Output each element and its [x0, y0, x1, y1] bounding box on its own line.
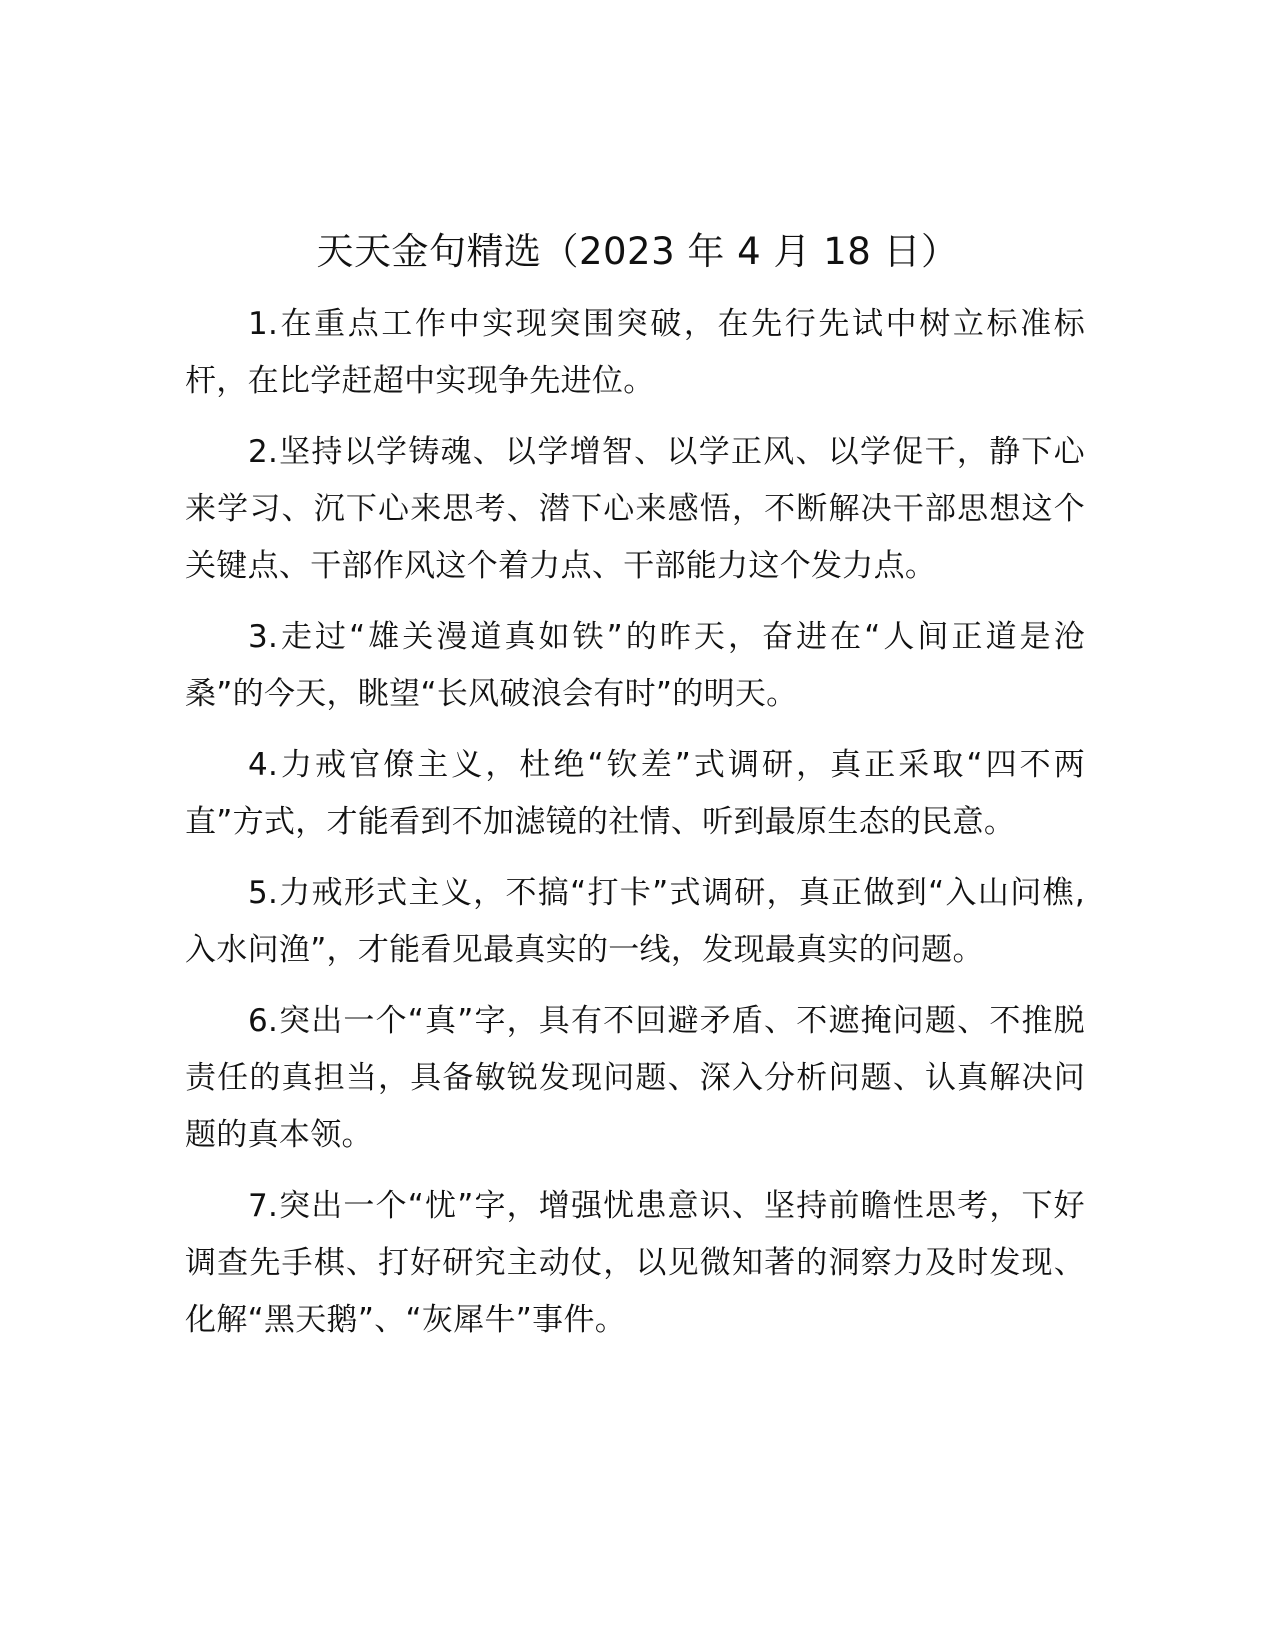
- quote-item-1: 1.在重点工作中实现突围突破，在先行先试中树立标准标杆，在比学赶超中实现争先进位。: [185, 306, 1085, 399]
- quote-item-7: 7.突出一个“忧”字，增强忧患意识、坚持前瞻性思考，下好调查先手棋、打好研究主动仗，以见微知著的洞察力及时发现、化解“黑天鹅”、“灰犀牛”事件。: [185, 1188, 1085, 1338]
- quote-item-6: 6.突出一个“真”字，具有不回避矛盾、不遮掩问题、不推脱责任的真担当，具备敏锐发现问题、深入分析问题、认真解决问题的真本领。: [185, 1003, 1085, 1153]
- quote-item-4: 4.力戒官僚主义，杜绝“钦差”式调研，真正采取“四不两直”方式，才能看到不加滤镜的社情、听到最原生态的民意。: [185, 747, 1085, 840]
- quote-list: [185, 296, 1085, 1363]
- quote-item-5: 5.力戒形式主义，不搞“打卡”式调研，真正做到“入山问樵,入水问渔”，才能看见最真实的一线，发现最真实的问题。: [185, 875, 1085, 968]
- quote-item-3: 3.走过“雄关漫道真如铁”的昨天，奋进在“人间正道是沧桑”的今天，眺望“长风破浪会有时”的明天。: [185, 619, 1085, 712]
- document-title: 天天金句精选（2023 年 4 月 18 日）: [316, 230, 959, 273]
- quote-item-2: 2.坚持以学铸魂、以学增智、以学正风、以学促干，静下心来学习、沉下心来思考、潜下心来感悟，不断解决干部思想这个关键点、干部作风这个着力点、干部能力这个发力点。: [185, 434, 1085, 584]
